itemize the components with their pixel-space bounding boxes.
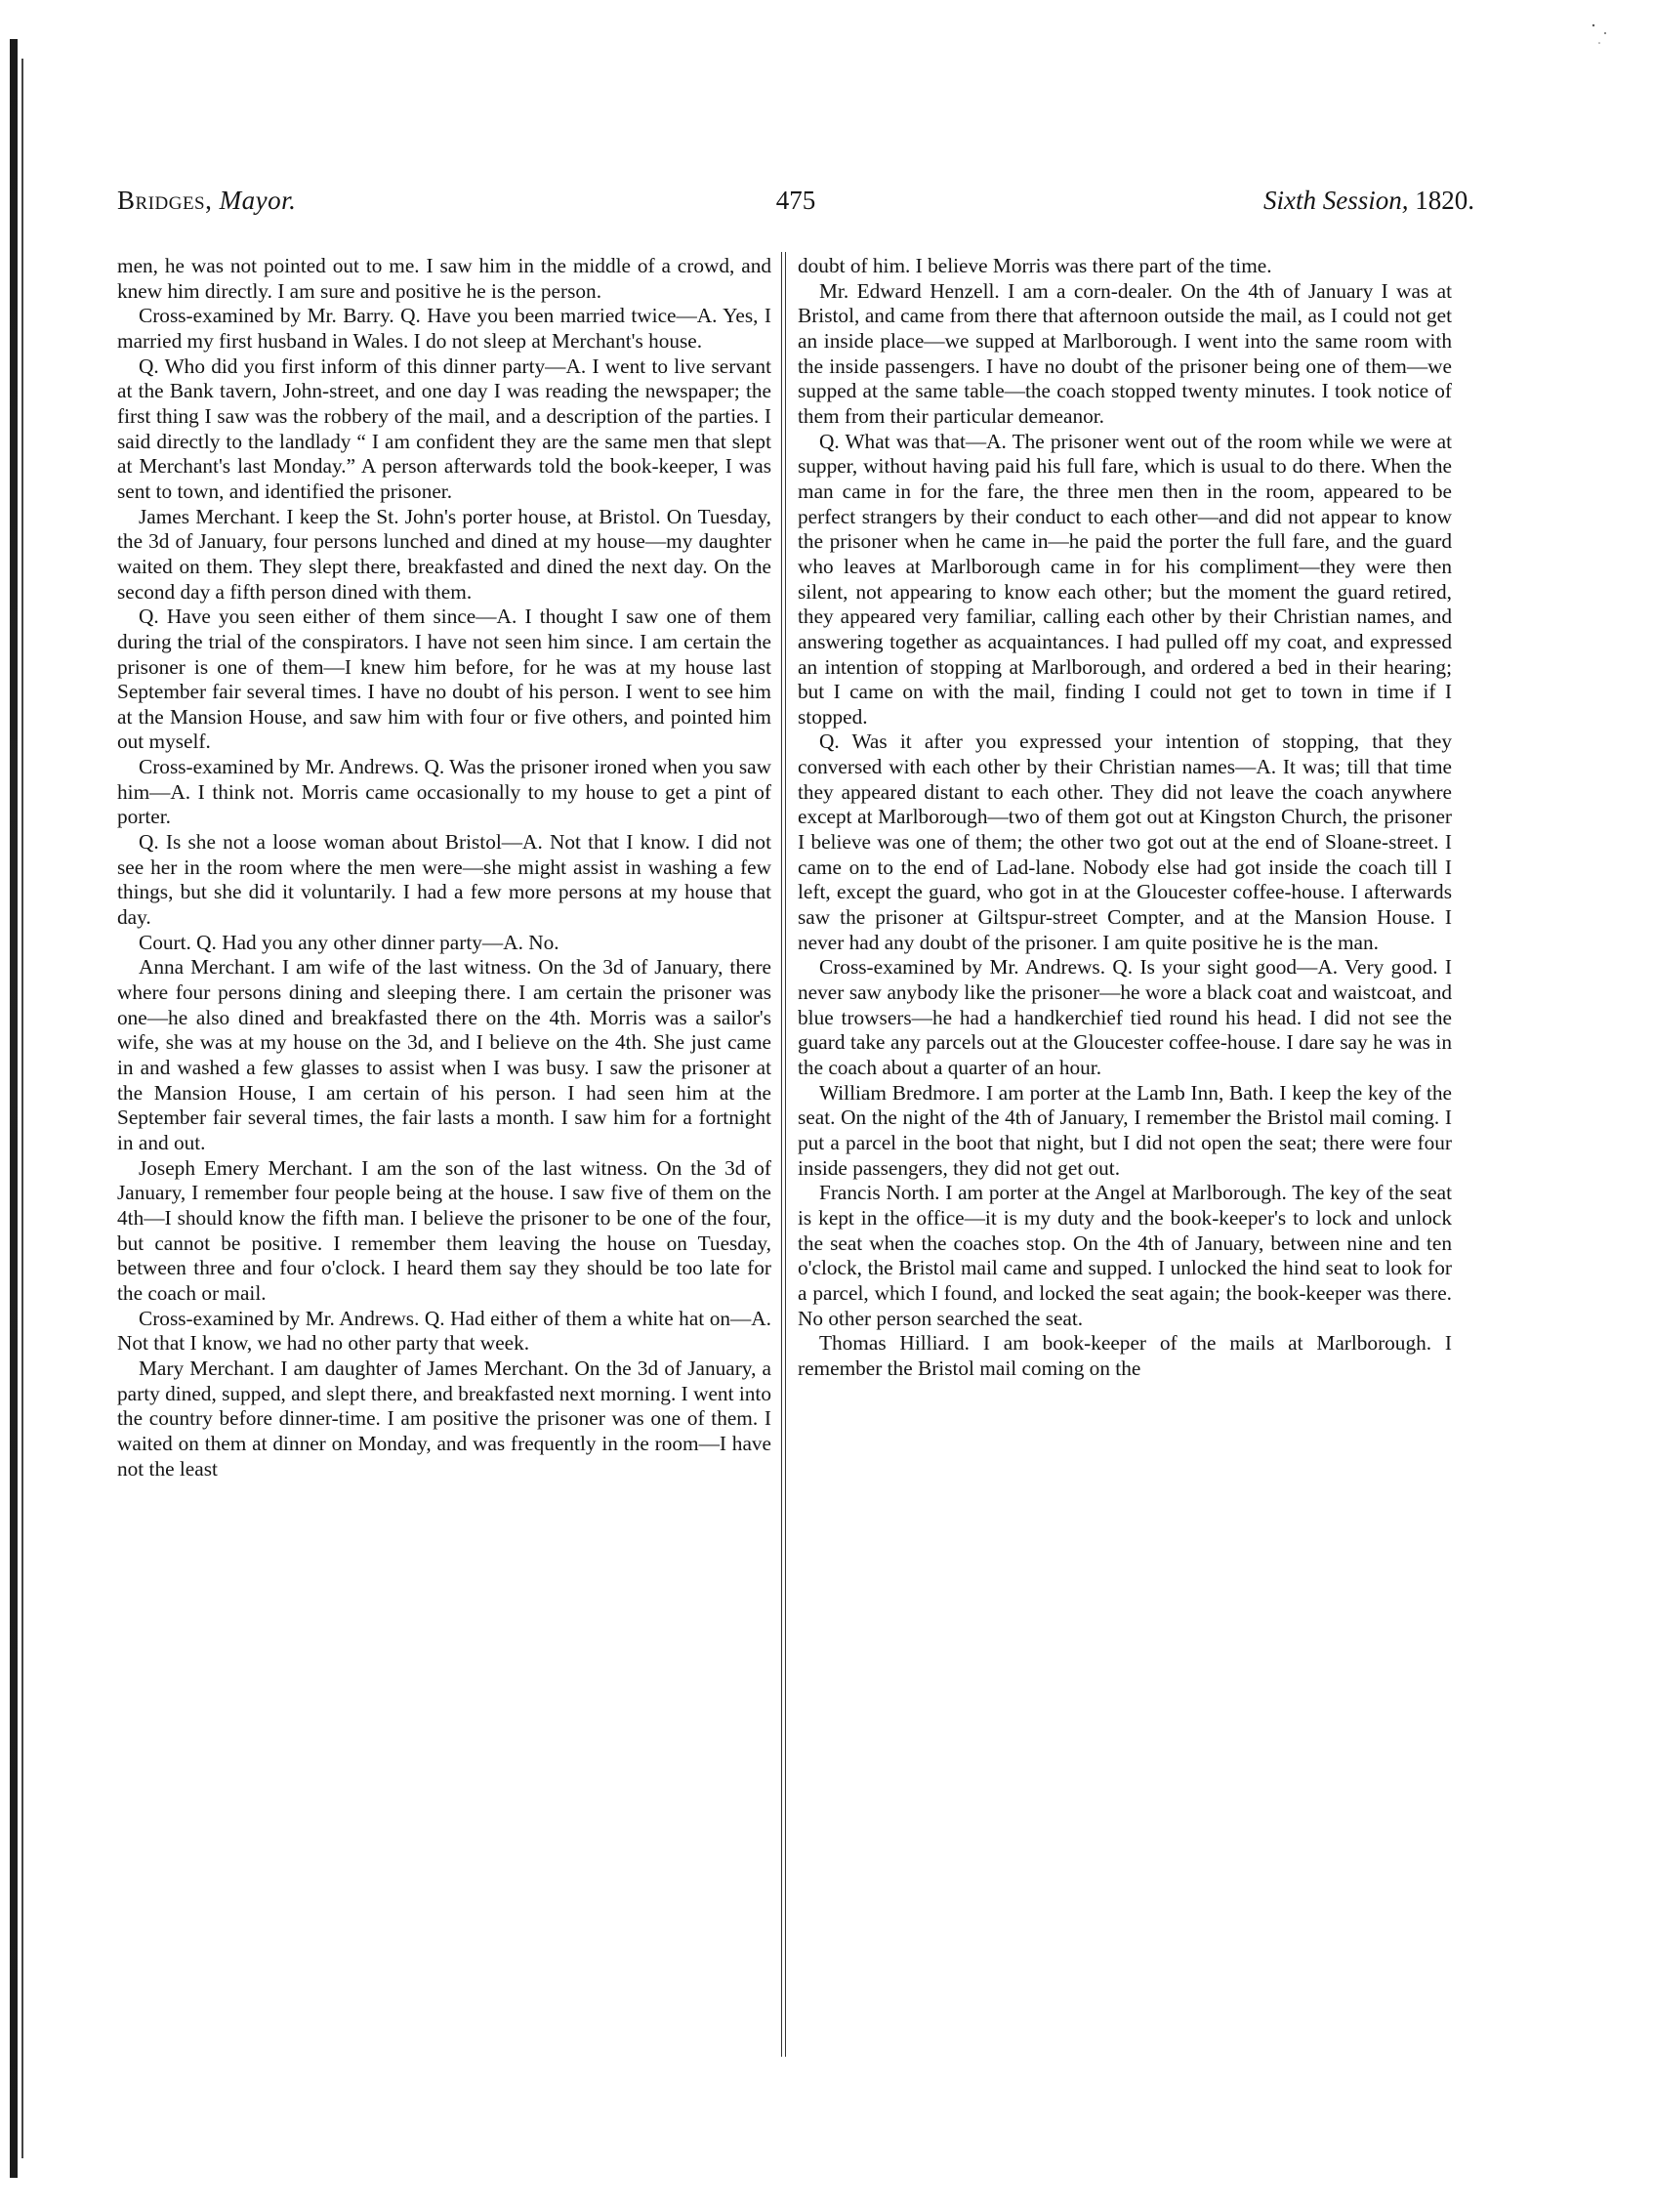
paragraph: Q. Was it after you expressed your intention of stopping, that they conversed with each other by their Christian names—A. It was; till that time they appeared distant to each other. They did not leave the coach anywhere except at Marlborough—two of them got out at Kingston Church, the prisoner I believe was one of them; the other two got out at the end of Sloane-street. I came on to the end of Lad-lane. Nobody else had got inside the coach till I left, except the guard, who got in at the Gloucester coffee-house. I afterwards saw the prisoner at Giltspur-street Compter, and at the Mansion House. I never had any doubt of the prisoner. I am quite positive he is the man. bbox=[798, 730, 1452, 954]
paragraph: Cross-examined by Mr. Andrews. Q. Was the prisoner ironed when you saw him—A. I think not. Morris came occasionally to my house to get a pint of porter. bbox=[117, 755, 771, 829]
paragraph: Mr. Edward Henzell. I am a corn-dealer. On the 4th of January I was at Bristol, and came from there that afternoon outside the mail, as I could not get an inside place—we supped at Marlborough. I went into the same room with the inside passengers. I have no doubt of the prisoner being one of them—we supped at the same table—the coach stopped twenty minutes. I took notice of them from their particular demeanor. bbox=[798, 278, 1452, 428]
paragraph: Q. Have you seen either of them since—A. I thought I saw one of them during the trial of the conspirators. I have not seen him since. I am certain the prisoner is one of them—I knew him before, for he was at my house last September fair several times. I have no doubt of his person. I went to see him at the Mansion House, and saw him with four or five others, and pointed him out myself. bbox=[117, 605, 771, 754]
page-edge-line bbox=[21, 59, 23, 2158]
page-edge-shadow bbox=[10, 39, 18, 2178]
paragraph: Cross-examined by Mr. Barry. Q. Have you been married twice—A. Yes, I married my first husband in Wales. I do not sleep at Merchant's house. bbox=[117, 304, 771, 353]
right-column bbox=[798, 254, 1452, 1382]
paragraph: Cross-examined by Mr. Andrews. Q. Had either of them a white hat on—A. Not that I know, we had no other party that week. bbox=[117, 1306, 771, 1356]
header-name: Bridges bbox=[117, 186, 206, 215]
paragraph: Anna Merchant. I am wife of the last witness. On the 3d of January, there where four persons dining and sleeping there. I am certain the prisoner was one—he also dined and breakfasted there on the 4th. Morris was a sailor's wife, she was at my house on the 3d, and I believe on the 4th. She just came in and washed a few glasses to assist when I was busy. I saw the prisoner at the Mansion House, I am certain of his person. I had seen him at the September fair several times, the fair lasts a month. I saw him for a fortnight in and out. bbox=[117, 955, 771, 1154]
paragraph: William Bredmore. I am porter at the Lamb Inn, Bath. I keep the key of the seat. On the night of the 4th of January, I remember the Bristol mail coming. I put a parcel in the boot that night, but I did not open the seat; there were four inside passengers, they did not get out. bbox=[798, 1080, 1452, 1180]
paragraph: Q. Is she not a loose woman about Bristol—A. Not that I know. I did not see her in the room where the men were—she might assist in washing a few things, but she did it voluntarily. I had a few more persons at my house that day. bbox=[117, 830, 771, 930]
paragraph: Thomas Hilliard. I am book-keeper of the mails at Marlborough. I remember the Bristol mail coming on the bbox=[798, 1331, 1452, 1380]
header-session: Sixth Session, bbox=[1263, 186, 1409, 215]
paragraph: Francis North. I am porter at the Angel at Marlborough. The key of the seat is kept in the office—it is my duty and the book-keeper's to lock and unlock the seat when the coaches stop. On the 4th of January, between nine and ten o'clock, the Bristol mail came and supped. I unlocked the hind seat to look for a parcel, which I found, and locked the seat again; the book-keeper was there. No other person searched the seat. bbox=[798, 1181, 1452, 1330]
paragraph: doubt of him. I believe Morris was there part of the time. bbox=[798, 254, 1272, 277]
paragraph: Joseph Emery Merchant. I am the son of the last witness. On the 3d of January, I remember four people being at the house. I saw five of them on the 4th—I should know the fifth man. I believe the prisoner to be one of the four, but cannot be positive. I remember them leaving the house on Tuesday, between three and four o'clock. I heard them say they should be too late for the coach or mail. bbox=[117, 1155, 771, 1305]
scan-specks bbox=[1586, 20, 1625, 59]
header-right bbox=[1263, 186, 1474, 216]
paragraph: Q. Who did you first inform of this dinner party—A. I went to live servant at the Bank tavern, John-street, and one day I was reading the newspaper; the first thing I saw was the robbery of the mail, and a description of the parties. I said directly to the landlady “ I am confident they are the same men that slept at Merchant's last Monday.” A person afterwards told the book-keeper, I was sent to town, and identified the prisoner. bbox=[117, 354, 771, 503]
header-left: Bridges, Mayor. bbox=[117, 186, 297, 215]
header-title: Mayor. bbox=[219, 186, 297, 215]
paragraph: Mary Merchant. I am daughter of James Merchant. On the 3d of January, a party dined, supped, and slept there, and breakfasted next morning. I went into the country before dinner-time. I am positive the prisoner was one of them. I waited on them at dinner on Monday, and was frequently in the room—I have not the least bbox=[117, 1356, 771, 1481]
paragraph: Q. What was that—A. The prisoner went out of the room while we were at supper, without having paid his full fare, which is usual to do there. When the man came in for the fare, the three men then in the room, appeared to be perfect strangers by their conduct to each other—and did not appear to know the prisoner when he came in—he paid the porter the full fare, and the guard who leaves at Marlborough came in for his compliment—they were then silent, not appearing to know each other; but the moment the guard retired, they appeared very familiar, calling each other by their Christian names, and answering together as acquaintances. I had pulled off my coat, and expressed an intention of stopping at Marlborough, and ordered a bed in their hearing; but I came on with the mail, finding I could not get to town in time if I stopped. bbox=[798, 429, 1452, 729]
left-column bbox=[117, 254, 771, 1482]
paragraph: men, he was not pointed out to me. I saw him in the middle of a crowd, and knew him directly. I am sure and positive he is the person. bbox=[117, 254, 771, 303]
column-divider bbox=[781, 252, 786, 2057]
paragraph: James Merchant. I keep the St. John's porter house, at Bristol. On Tuesday, the 3d of January, four persons lunched and dined at my house—my daughter waited on them. They slept there, breakfasted and dined the next day. On the second day a fifth person dined with them. bbox=[117, 504, 771, 604]
paragraph: Cross-examined by Mr. Andrews. Q. Is your sight good—A. Very good. I never saw anybody like the prisoner—he wore a black coat and waistcoat, and blue trowsers—he had a handkerchief tied round his head. I did not see the guard take any parcels out at the Gloucester coffee-house. I dare say he was in the coach about a quarter of an hour. bbox=[798, 955, 1452, 1079]
header-year: 1820. bbox=[1415, 186, 1474, 215]
running-header bbox=[117, 186, 1474, 225]
page-number: 475 bbox=[775, 186, 816, 215]
paragraph: Court. Q. Had you any other dinner party—A. No. bbox=[139, 930, 559, 954]
